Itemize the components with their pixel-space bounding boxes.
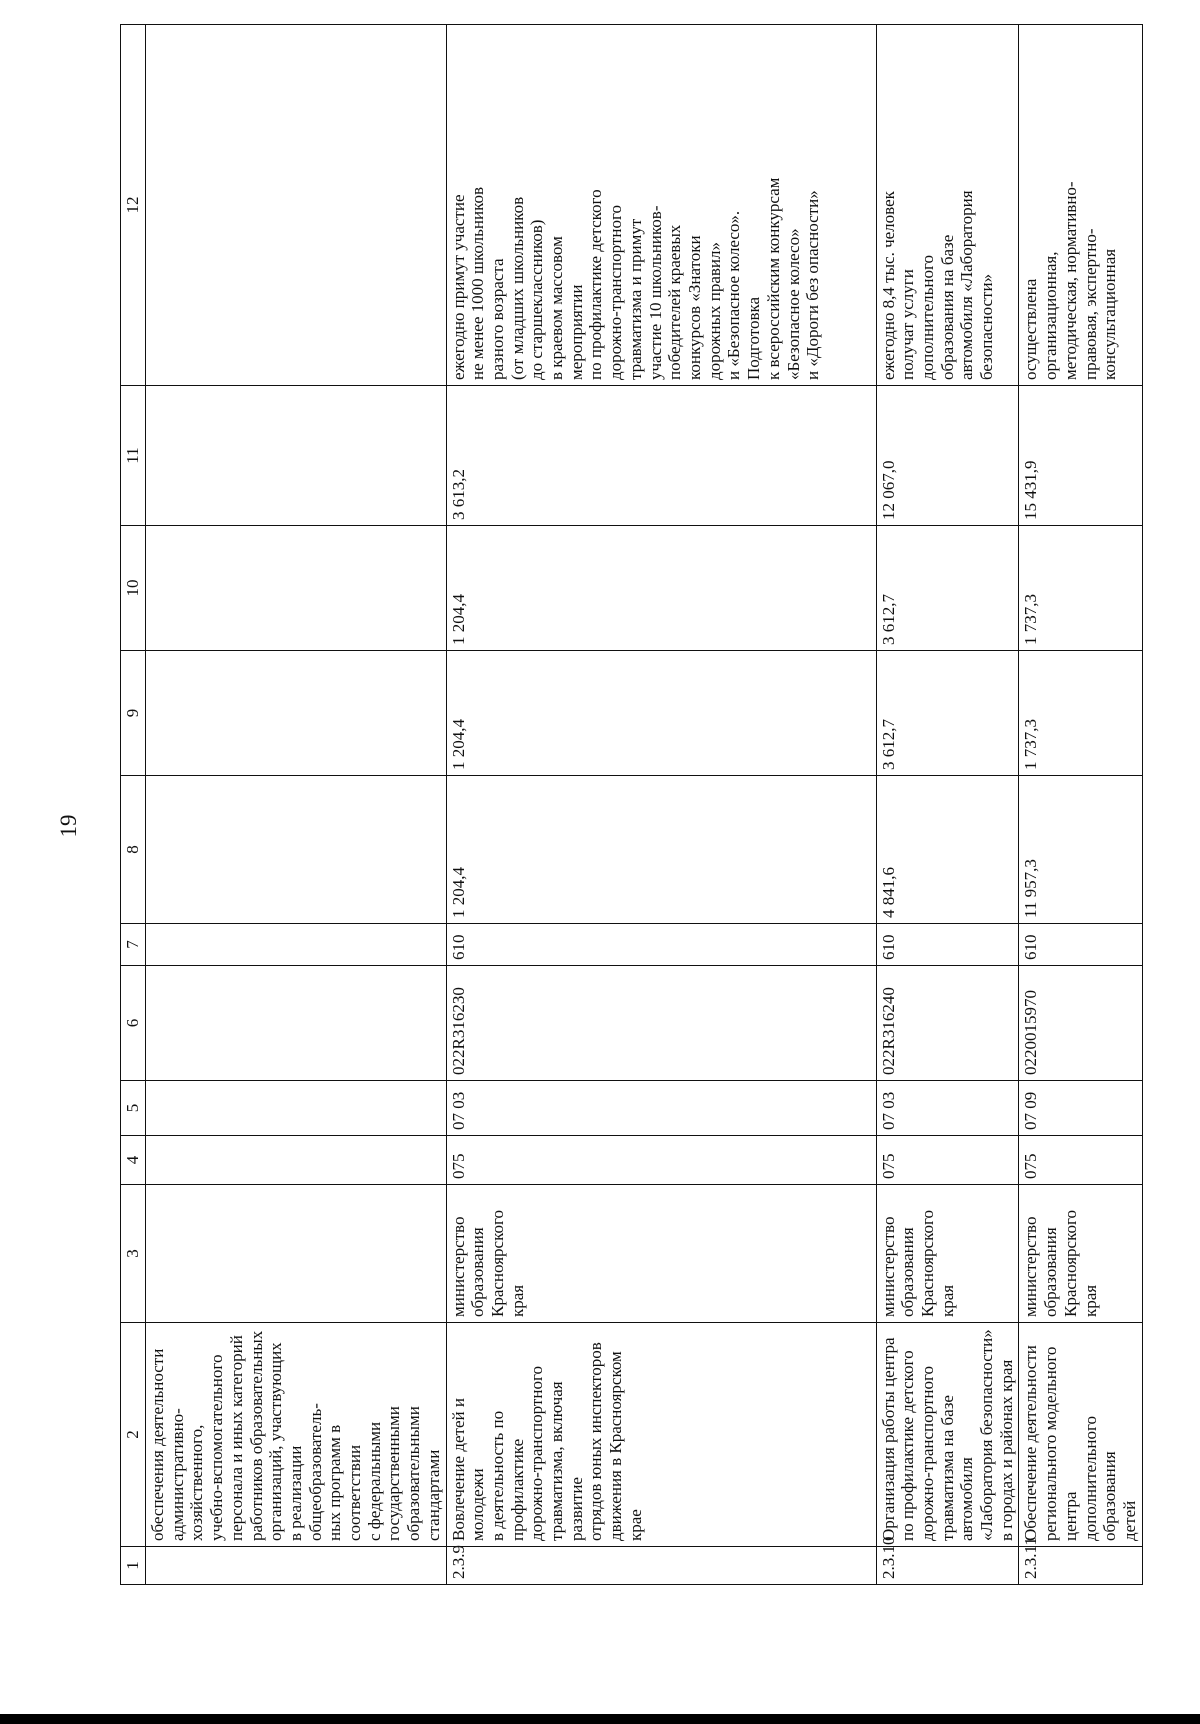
row-number: [146, 1547, 447, 1585]
rotated-table-container: [120, 65, 1188, 1585]
table-row: [876, 25, 1019, 1585]
year3-amount: 1 204,4: [446, 526, 876, 651]
header-cell: 9: [121, 651, 146, 776]
target-article-code: 022R316240: [876, 966, 1019, 1081]
header-cell: 8: [121, 776, 146, 924]
year1-amount: 4 841,6: [876, 776, 1019, 924]
executor: [146, 1185, 447, 1323]
year3-amount: [146, 526, 447, 651]
expense-type-code: 610: [876, 924, 1019, 966]
executor: министерство образования Красноярского края: [876, 1185, 1019, 1323]
header-cell: 1: [121, 1547, 146, 1585]
total-amount: 12 067,0: [876, 386, 1019, 526]
page-number: 19: [56, 814, 81, 838]
header-cell: 7: [121, 924, 146, 966]
target-article-code: [146, 966, 447, 1081]
year1-amount: 11 957,3: [1019, 776, 1142, 924]
section-code: 07 03: [876, 1081, 1019, 1136]
year1-amount: 1 204,4: [446, 776, 876, 924]
year2-amount: [146, 651, 447, 776]
measure-name: Вовлечение детей и молодежи в деятельность по профилактике дорожно-транспортного травматизма, включая развитие отрядов юных инспекторов движения в Красноярском крае: [446, 1323, 876, 1547]
executor: министерство образования Красноярского края: [446, 1185, 876, 1323]
header-cell: 5: [121, 1081, 146, 1136]
year2-amount: 1 204,4: [446, 651, 876, 776]
section-code: 07 09: [1019, 1081, 1142, 1136]
year3-amount: 3 612,7: [876, 526, 1019, 651]
expected-result: ежегодно 8,4 тыс. человек получат услуги дополнительного образования на базе автомобиля «Лаборатория безопасности»: [876, 25, 1019, 386]
measure-name: обеспечения деятельности административно-хозяйственного, учебно-вспомогательного персонала и иных категорий работников образовательных организаций, участвующих в реализации общеобразователь- ных программ в соответствии с федеральными государственными образовательными стандартами: [146, 1323, 447, 1547]
total-amount: [146, 386, 447, 526]
header-cell: 4: [121, 1136, 146, 1185]
row-number: 2.3.10: [876, 1547, 1019, 1585]
expense-type-code: 610: [1019, 924, 1142, 966]
header-cell: 10: [121, 526, 146, 651]
grbs-code: [146, 1136, 447, 1185]
year2-amount: 3 612,7: [876, 651, 1019, 776]
total-amount: 3 613,2: [446, 386, 876, 526]
row-number: 2.3.11: [1019, 1547, 1142, 1585]
year3-amount: 1 737,3: [1019, 526, 1142, 651]
grbs-code: 075: [446, 1136, 876, 1185]
section-code: [146, 1081, 447, 1136]
grbs-code: 075: [876, 1136, 1019, 1185]
year1-amount: [146, 776, 447, 924]
section-code: 07 03: [446, 1081, 876, 1136]
header-row: [121, 25, 146, 1585]
row-number: 2.3.9: [446, 1547, 876, 1585]
executor: министерство образования Красноярского края: [1019, 1185, 1142, 1323]
year2-amount: 1 737,3: [1019, 651, 1142, 776]
table-row: [446, 25, 876, 1585]
target-article-code: 022R316230: [446, 966, 876, 1081]
header-cell: 2: [121, 1323, 146, 1547]
expected-result: [146, 25, 447, 386]
scan-edge: [0, 1714, 1200, 1724]
expense-type-code: [146, 924, 447, 966]
expense-type-code: 610: [446, 924, 876, 966]
header-cell: 6: [121, 966, 146, 1081]
header-cell: 12: [121, 25, 146, 386]
expected-result: ежегодно примут участие не менее 1000 школьников разного возраста (от младших школьников до старшеклассников) в краевом массовом мероприятии по профилактике детского дорожно-транспортного травматизма и примут участие 10 школьников- победителей краевых конкурсов «Знатоки дорожных правил» и «Безопасное колесо». Подготовка к всероссийским конкурсам «Безопасное колесо» и «Дороги без опасности»: [446, 25, 876, 386]
total-amount: 15 431,9: [1019, 386, 1142, 526]
expected-result: осуществлена организационная, методическая, нормативно- правовая, экспертно- консультационная: [1019, 25, 1142, 386]
header-cell: 11: [121, 386, 146, 526]
budget-table: [120, 24, 1143, 1585]
header-cell: 3: [121, 1185, 146, 1323]
measure-name: Организация работы центра по профилактике детского дорожно-транспортного травматизма на базе автомобиля «Лаборатория безопасности» в городах и районах края: [876, 1323, 1019, 1547]
target-article-code: 0220015970: [1019, 966, 1142, 1081]
measure-name: Обеспечение деятельности регионального модельного центра дополнительного образования детей: [1019, 1323, 1142, 1547]
grbs-code: 075: [1019, 1136, 1142, 1185]
table-row: [1019, 25, 1142, 1585]
table-row: [146, 25, 447, 1585]
